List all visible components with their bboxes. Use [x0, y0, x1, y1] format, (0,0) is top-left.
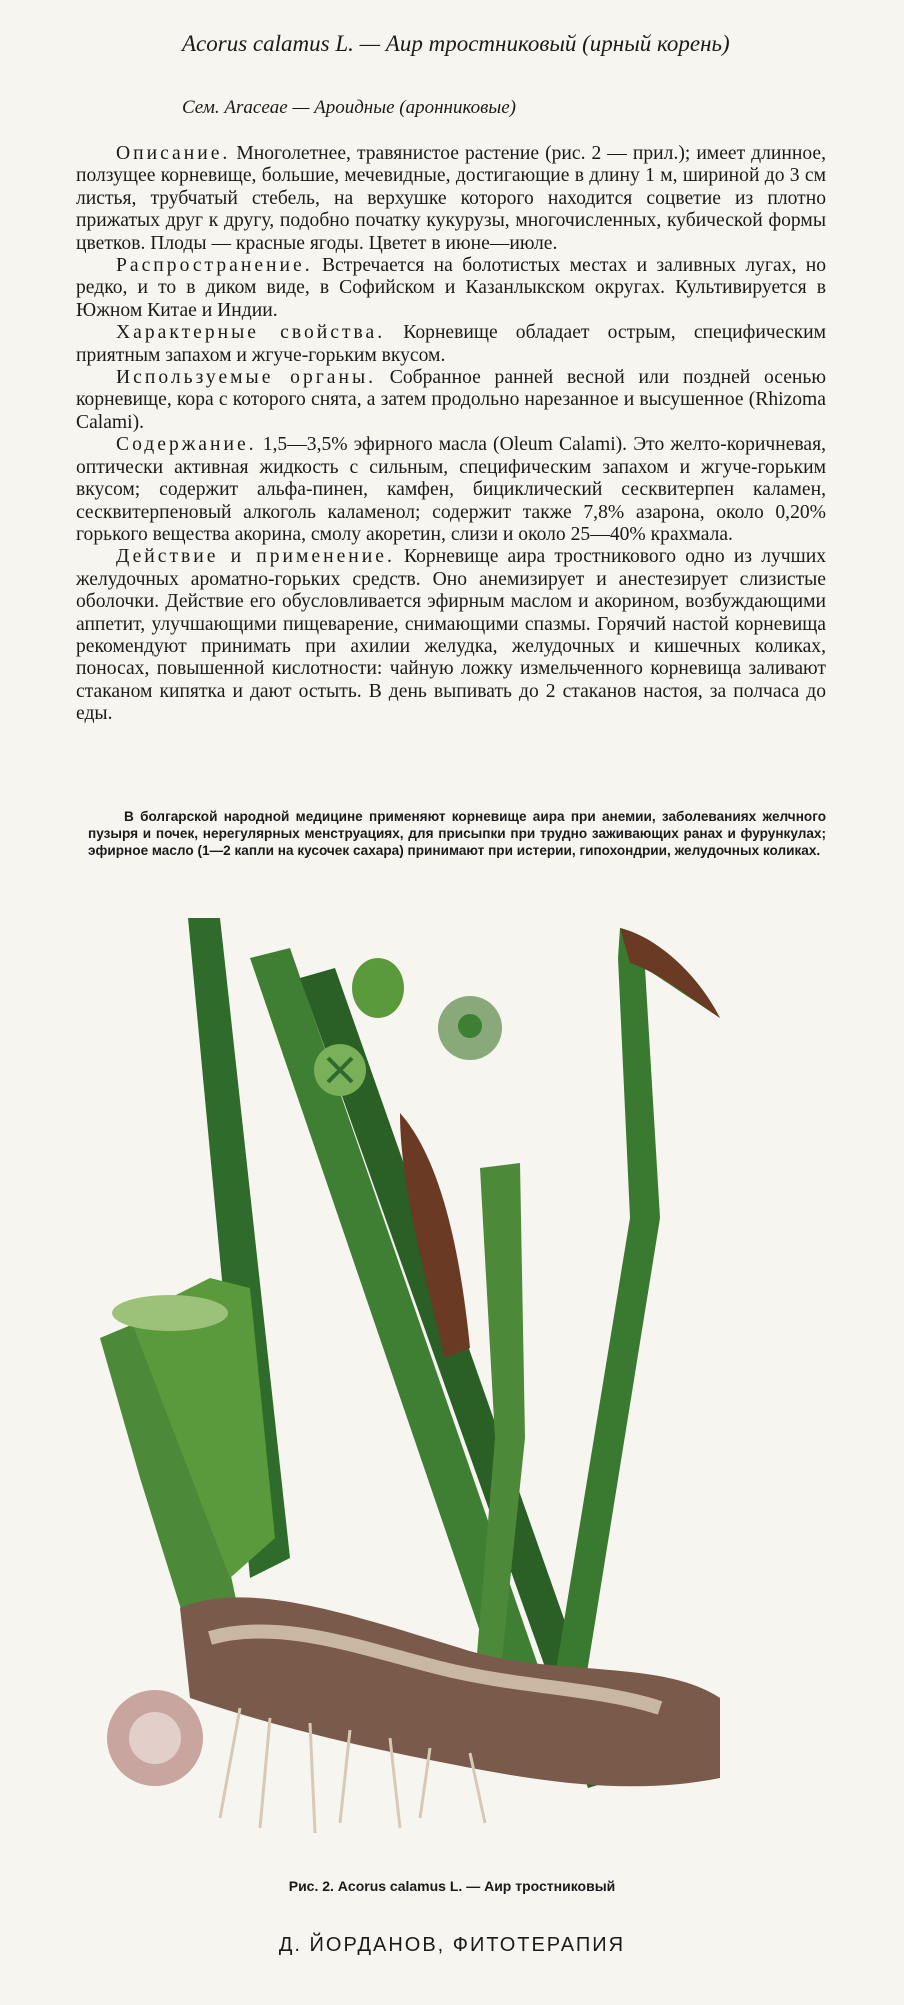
folk-medicine-note: В болгарской народной медицине применяют корневище аира при анемии, заболеваниях желчного пузыря и почек, нерегулярных менструациях, для присыпки при трудно заживающих ранах и фурункулах; эфирное масло (1—2 капли на кусочек сахара) принимают при истерии, гипохондрии, желудочных коликах. [88, 809, 826, 858]
plant-title: Acorus calamus L. — Аир тростниковый (ирный корень) [182, 31, 730, 56]
section-lead: Описание. [116, 143, 231, 164]
section-content [76, 434, 826, 546]
section-lead: Характерные свойства. [116, 322, 386, 344]
section-lead: Распространение. [116, 255, 313, 277]
leaf [540, 928, 720, 1778]
plant-family: Сем. Araceae — Ароидные (аронниковые) [182, 97, 516, 118]
open-flower-center [458, 1014, 482, 1038]
flower-bud [352, 958, 404, 1018]
section-text: Корневище аира тростникового одно из лучших желудочных ароматно-горьких средств. Оно анемизирует и анестезирует слизистые оболочки. Действие его обусловливается эфирным маслом и акорином, возбуждающими аппетит, улучшающими пищеварение, снимающими спазмы. Горячий настой корневища рекомендуют принимать при ахилии желудка, желудочных и кишечных коликах, поносах, повышенной кислотности: чайную ложку измельченного корневища заливают стаканом кипятка и дают остыть. В день выпивать до 2 стаканов настоя, за полчаса до еды. [76, 546, 826, 725]
section-action [76, 546, 826, 725]
plant-illustration [100, 918, 820, 1838]
section-lead: Содержание. [116, 434, 257, 456]
section-organs [76, 367, 826, 434]
section-text: Собранное ранней весной или поздней осенью корневище, кора с которого снята, а затем продольно нарезанное и высушенное (Rhizoma Calami). [76, 367, 826, 433]
article-body [76, 143, 826, 726]
section-properties [76, 322, 826, 367]
section-text: 1,5—3,5% эфирного масла (Oleum Calami). Это желто-коричневая, оптически активная жидкость с сильным, специфическим запахом и жгуче-горьким вкусом; содержит альфа-пинен, камфен, бициклический сесквитерпен каламен, сесквитерпеновый алкоголь каламенол; содержит также 7,8% азарона, около 0,20% горького вещества акорина, смолу акоретин, слизи и около 25—40% крахмала. [76, 434, 826, 545]
rhizome-cross-section-core [129, 1712, 181, 1764]
page-footer: Д. ЙОРДАНОВ, ФИТОТЕРАПИЯ [278, 1934, 626, 1956]
stem-cut-surface [112, 1295, 228, 1331]
section-lead: Используемые органы. [116, 367, 377, 389]
section-text: Многолетнее, травянистое растение (рис. 2 — прил.); имеет длинное, ползущее корневище, большие, мечевидные, достигающие в длину 1 м, шириной до 3 см листья, трубчатый стебель, на верхушке которого находится соцветие из плотно прижатых друг к другу, подобно початку кукурузы, многочисленных, кубической формы цветков. Плоды — красные ягоды. Цветет в июне—июле. [76, 143, 826, 254]
section-lead: Действие и применение. [116, 546, 395, 568]
section-description [76, 143, 826, 255]
section-text: Корневище обладает острым, специфическим приятным запахом и жгуче-горьким вкусом. [76, 322, 826, 366]
figure-caption: Рис. 2. Acorus calamus L. — Аир тростниковый [288, 1878, 616, 1894]
section-distribution [76, 255, 826, 322]
section-text: Встречается на болотистых местах и заливных лугах, но редко, и то в диком виде, в Софийском и Казанлыкском округах. Культивируется в Южном Китае и Индии. [76, 255, 826, 321]
